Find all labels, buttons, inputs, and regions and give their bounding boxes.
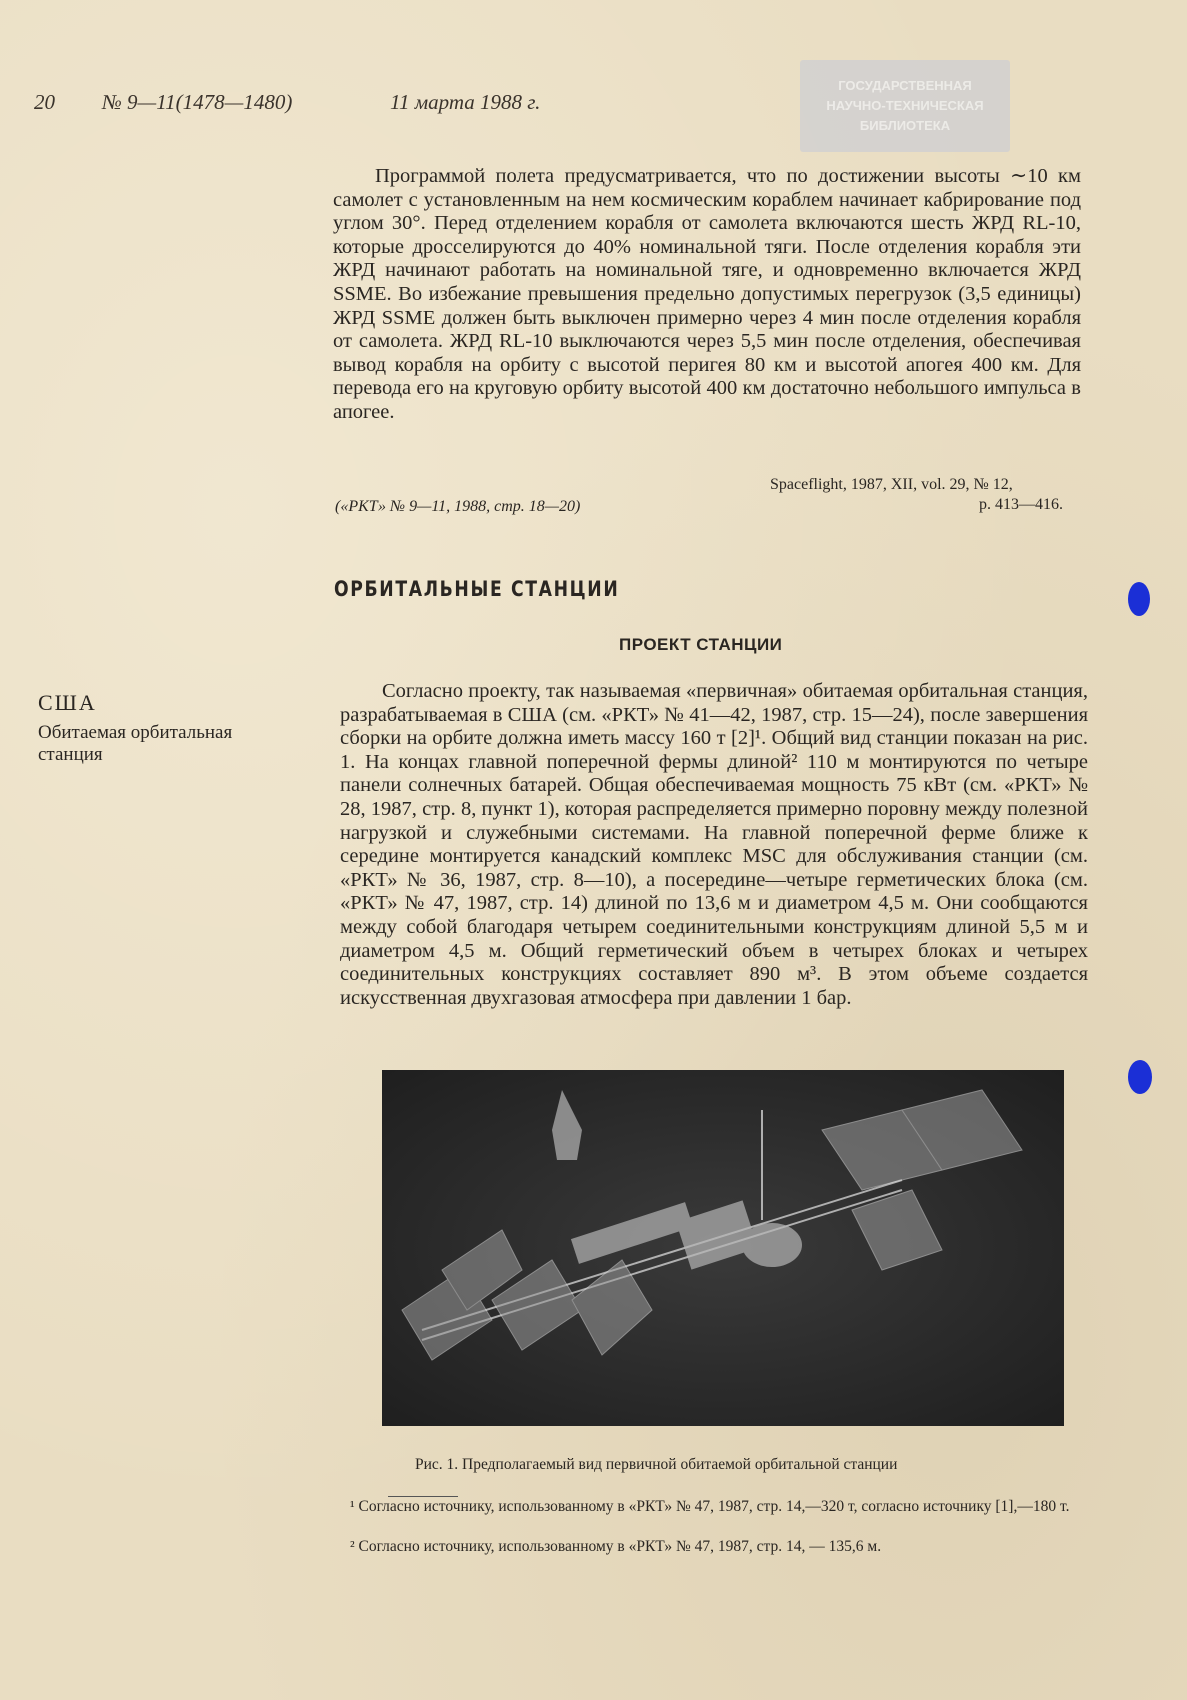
footnote-1: ¹ Согласно источнику, использованному в «РКТ» № 47, 1987, стр. 14,—320 т, согласно источнику [1],—180 т. [350, 1498, 1070, 1515]
ink-blot-1 [1128, 582, 1150, 616]
rkt-reference: («РКТ» № 9—11, 1988, стр. 18—20) [335, 498, 581, 515]
margin-topic: Обитаемая орбитальная станция [38, 722, 233, 765]
article2-paragraph: Согласно проекту, так называемая «первичная» обитаемая орбитальная станция, разрабатываемая в США (см. «РКТ» № 41—42, 1987, стр. 15—24), после завершения сборки на орбите должна иметь массу 160 т [2]¹. Общий вид станции показан на рис. 1. На концах главной поперечной фермы длиной² 110 м монтируются по четыре панели солнечных батарей. Общая обеспечиваемая мощность 75 кВт (см. «РКТ» № 28, 1987, стр. 8, пункт 1), которая распределяется примерно поровну между полезной нагрузкой и служебными системами. На главной поперечной ферме ближе к середине монтируется канадский комплекс MSC для обслуживания станции (см. «РКТ» № 36, 1987, стр. 8—10), а посередине—четыре герметических блока (см. «РКТ» № 47, 1987, стр. 14) длиной по 13,6 м и диаметром 4,5 м. Они сообщаются между собой благодаря четырем соединительными конструкциям длиной 5,5 м и диаметром 4,5 м. Общий герметический объем в четырех блоках и четырех соединительных конструкциях составляет 890 м³. В этом объеме создается искусственная двухгазовая атмосфера при давлении 1 бар. [340, 680, 1088, 1009]
library-stamp [800, 60, 1010, 152]
article-title: ПРОЕКТ СТАНЦИИ [619, 635, 783, 654]
ink-blot-2 [1128, 1060, 1152, 1094]
issue-number: № 9—11(1478—1480) [102, 90, 293, 114]
footnote-2: ² Согласно источнику, использованному в «РКТ» № 47, 1987, стр. 14, — 135,6 м. [350, 1538, 882, 1555]
margin-country: США [38, 690, 97, 715]
article-continuation [333, 165, 1081, 425]
article1-paragraph: Программой полета предусматривается, что по достижении высоты ∼10 км самолет с установленным на нем космическим кораблем начинает кабрирование под углом 30°. Перед отделением корабля от самолета включаются шесть ЖРД RL-10, которые дросселируются до 40% номинальной тяги. После отделения корабля эти ЖРД начинают работать на номинальной тяге, и одновременно включается ЖРД SSME. Во избежание превышения предельно допустимых перегрузок (3,5 единицы) ЖРД SSME должен быть выключен примерно через 4 мин после отделения корабля от самолета. ЖРД RL-10 выключаются через 5,5 мин после отделения, обеспечивая вывод корабля на орбиту с высотой перигея 80 км и высотой апогея 400 км. Для перевода его на круговую орбиту высотой 400 км достаточно небольшого импульса в апогее. [333, 165, 1081, 423]
stamp-line-1: ГОСУДАРСТВЕННАЯ [838, 78, 972, 93]
station-illustration [382, 1070, 1064, 1426]
stamp-line-3: БИБЛИОТЕКА [859, 118, 951, 133]
section-title: ОРБИТАЛЬНЫЕ СТАНЦИИ [334, 577, 620, 601]
figure-caption: Рис. 1. Предполагаемый вид первичной обитаемой орбитальной станции [415, 1456, 898, 1473]
source-line-1: Spaceflight, 1987, XII, vol. 29, № 12, [770, 476, 1013, 493]
issue-date: 11 марта 1988 г. [390, 90, 541, 114]
source-line-2: p. 413—416. [979, 496, 1063, 513]
article-body [340, 680, 1088, 1010]
footnote-rule [388, 1496, 458, 1497]
page-number: 20 [34, 90, 55, 114]
stamp-line-2: НАУЧНО-ТЕХНИЧЕСКАЯ [826, 98, 984, 113]
station-photo [382, 1070, 1064, 1426]
